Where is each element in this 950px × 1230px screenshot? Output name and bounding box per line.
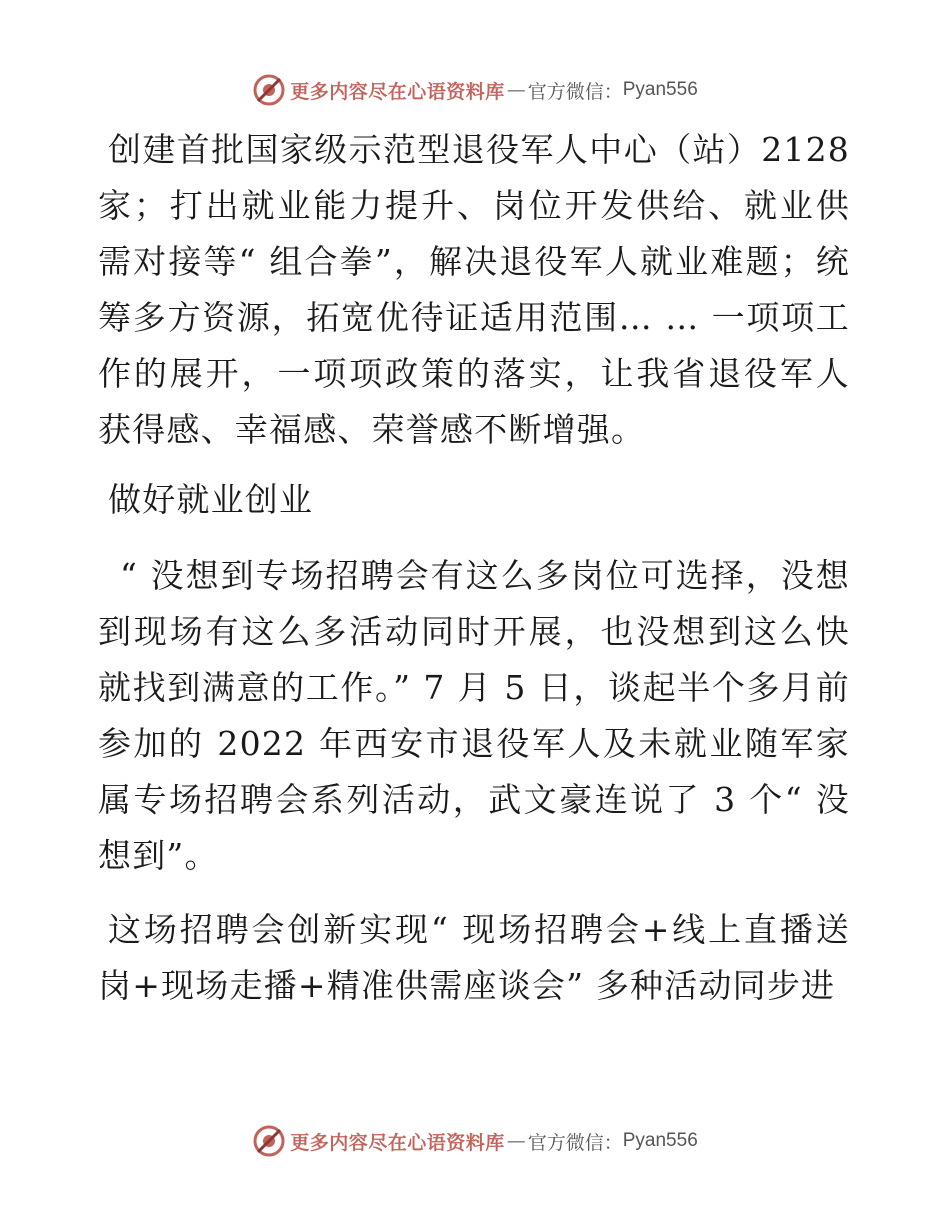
paragraph-2: “ 没想到专场招聘会有这么多岗位可选择，没想到现场有这么多活动同时开展，也没想到这么快就找到满意的工作。” 7 月 5 日，谈起半个多月前参加的 2022 年西安市退役军人及未就业随军家属专场招聘会系列活动，武文豪连说了 3 个“ 没想到”。 (98, 556, 850, 875)
watermark-label: 官方微信： (527, 1131, 623, 1154)
paragraph-3: 这场招聘会创新实现“ 现场招聘会+线上直播送岗+现场走播+精准供需座谈会” 多种活动同步进 (98, 910, 850, 1005)
watermark-wechat-id: Pyan556 (622, 79, 698, 100)
footer-watermark (0, 1121, 950, 1161)
header-watermark (0, 70, 950, 110)
watermark-wechat-id: Pyan556 (622, 1130, 698, 1151)
watermark-site-text: 更多内容尽在心语资料库 (290, 80, 505, 103)
section-heading: 做好就业创业 (108, 480, 314, 519)
watermark-separator: — (506, 79, 526, 101)
logo-icon (252, 73, 286, 107)
watermark-separator: — (506, 1130, 526, 1152)
article-body (98, 122, 850, 1014)
paragraph-1: 创建首批国家级示范型退役军人中心（站）2128家；打出就业能力提升、岗位开发供给、就业供需对接等“ 组合拳”，解决退役军人就业难题；统筹多方资源，拓宽优待证适用范围… … 一项项工作的展开，一项项政策的落实，让我省退役军人获得感、幸福感、荣誉感不断增强。 (98, 130, 850, 449)
logo-icon (252, 1124, 286, 1158)
watermark-label: 官方微信： (527, 80, 623, 103)
watermark-site-text: 更多内容尽在心语资料库 (290, 1131, 505, 1154)
